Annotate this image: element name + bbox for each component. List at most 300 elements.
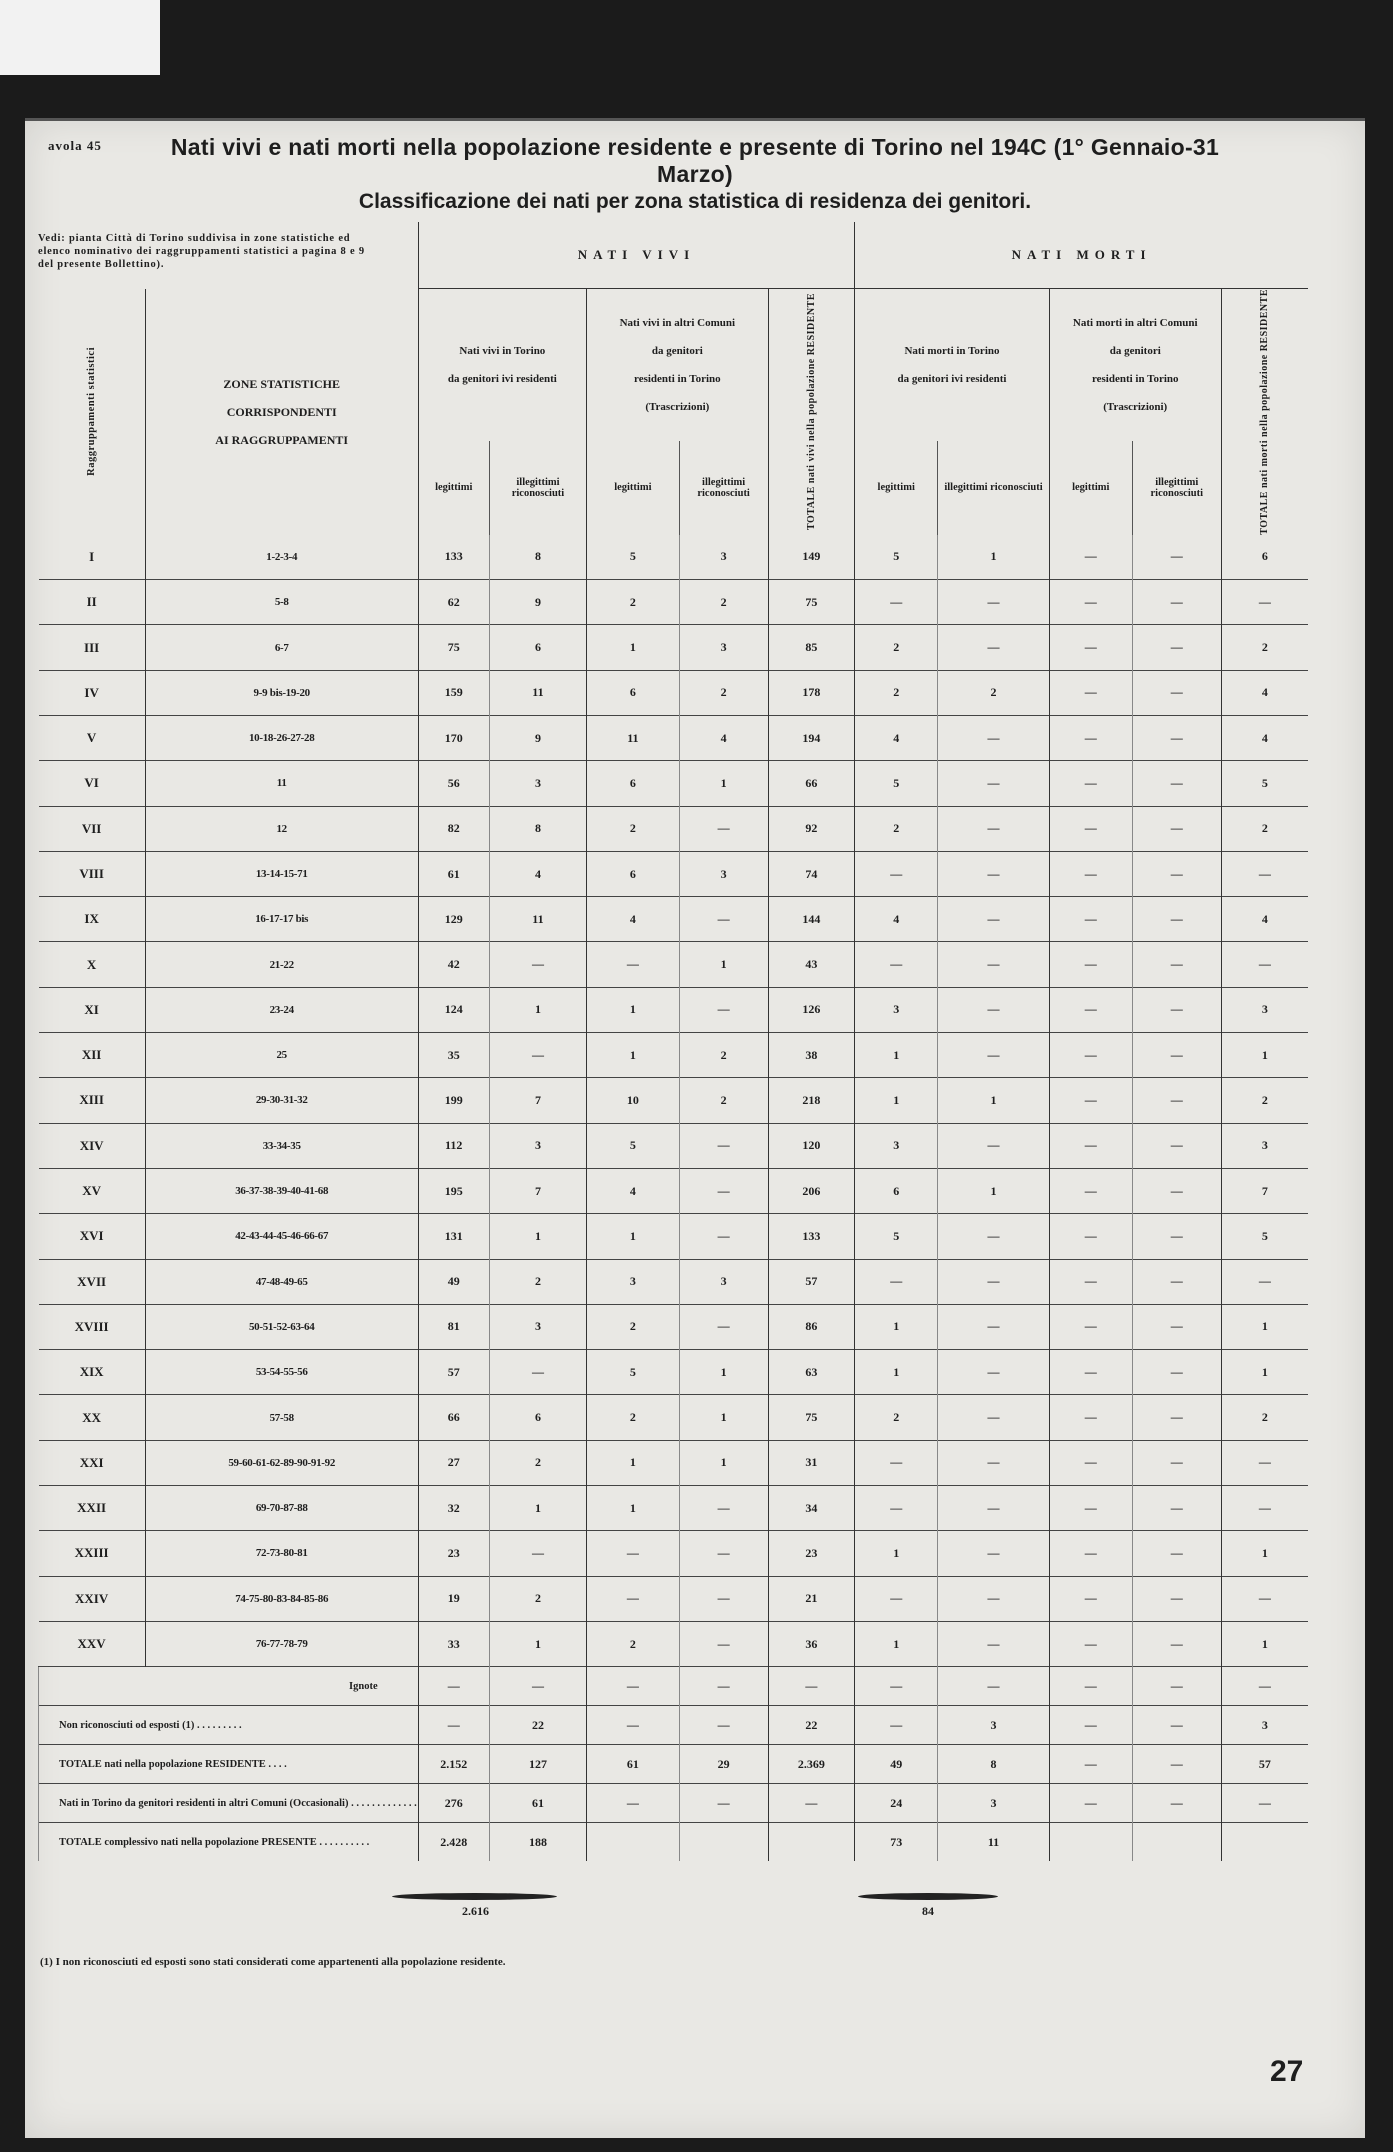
value-cell: 2	[1221, 806, 1308, 851]
footer-value: 11	[938, 1823, 1050, 1862]
value-cell: 133	[768, 1214, 855, 1259]
value-cell: 1	[1221, 1621, 1308, 1666]
value-cell: 1	[855, 1078, 938, 1123]
value-cell: 1	[938, 1078, 1050, 1123]
value-cell: —	[1132, 1259, 1221, 1304]
value-cell: 2	[855, 625, 938, 670]
value-cell: —	[679, 1486, 768, 1531]
value-cell: 7	[1221, 1168, 1308, 1213]
value-cell: 1	[679, 1350, 768, 1395]
value-cell: —	[1049, 715, 1132, 760]
value-cell: 86	[768, 1304, 855, 1349]
table-row	[39, 1078, 1309, 1123]
births-table	[38, 222, 1308, 1861]
footer-value: —	[489, 1667, 586, 1706]
value-cell: —	[1221, 851, 1308, 896]
value-cell: 1	[679, 1440, 768, 1485]
value-cell: 7	[489, 1168, 586, 1213]
value-cell: —	[679, 1531, 768, 1576]
table-row	[39, 1033, 1309, 1078]
value-cell: —	[1132, 1395, 1221, 1440]
value-cell: —	[1132, 1033, 1221, 1078]
value-cell: —	[1132, 535, 1221, 580]
value-cell: —	[855, 851, 938, 896]
zone-cell: 21-22	[145, 942, 418, 987]
value-cell: 3	[1221, 987, 1308, 1032]
table-row	[39, 580, 1309, 625]
value-cell: 1	[1221, 1350, 1308, 1395]
value-cell: 1	[489, 1621, 586, 1666]
value-cell: —	[1132, 670, 1221, 715]
value-cell: 8	[489, 806, 586, 851]
value-cell: —	[1049, 1531, 1132, 1576]
value-cell: —	[1132, 1531, 1221, 1576]
value-cell: 1	[855, 1621, 938, 1666]
value-cell: 82	[418, 806, 489, 851]
zone-cell: 16-17-17 bis	[145, 897, 418, 942]
value-cell: 3	[855, 987, 938, 1032]
zone-cell: 47-48-49-65	[145, 1259, 418, 1304]
value-cell: 3	[679, 535, 768, 580]
header-nv-altri-3: residenti in Torino	[634, 373, 721, 386]
header-illegittimi: illegittimi riconosciuti	[679, 441, 768, 535]
value-cell: —	[938, 1350, 1050, 1395]
value-cell: —	[938, 580, 1050, 625]
footer-value: —	[679, 1667, 768, 1706]
header-totale-vivi: TOTALE nati vivi nella popolazione RESIDENTE	[805, 293, 817, 531]
table-row	[39, 625, 1309, 670]
raggruppamento-cell: XVIII	[39, 1304, 146, 1349]
value-cell: —	[938, 1395, 1050, 1440]
value-cell: —	[1132, 1304, 1221, 1349]
raggruppamento-cell: XX	[39, 1395, 146, 1440]
value-cell: 6	[587, 670, 680, 715]
value-cell: 124	[418, 987, 489, 1032]
value-cell: —	[1049, 1078, 1132, 1123]
value-cell: 4	[679, 715, 768, 760]
value-cell: —	[1049, 1350, 1132, 1395]
value-cell: —	[938, 1304, 1050, 1349]
value-cell: 75	[768, 580, 855, 625]
value-cell: 34	[768, 1486, 855, 1531]
header-nm-altri-1: Nati morti in altri Comuni	[1072, 317, 1198, 330]
header-nv-altri-2: da genitori	[651, 345, 703, 358]
header-nm-altri-2: da genitori	[1109, 345, 1161, 358]
document-title	[170, 134, 1220, 214]
table-row	[39, 715, 1309, 760]
value-cell: 2	[489, 1440, 586, 1485]
footer-label: Non riconosciuti od esposti (1) . . . . . . . . .	[39, 1706, 419, 1745]
value-cell: 9	[489, 715, 586, 760]
header-totale-morti: TOTALE nati morti nella popolazione RESIDENTE	[1259, 289, 1271, 535]
raggruppamento-cell: XXII	[39, 1486, 146, 1531]
raggruppamento-cell: XV	[39, 1168, 146, 1213]
footer-value: 61	[587, 1745, 680, 1784]
zone-cell: 36-37-38-39-40-41-68	[145, 1168, 418, 1213]
value-cell: —	[1049, 580, 1132, 625]
value-cell: —	[855, 1440, 938, 1485]
value-cell: —	[938, 1214, 1050, 1259]
value-cell: 1	[489, 987, 586, 1032]
value-cell: —	[1221, 1259, 1308, 1304]
value-cell: 4	[1221, 897, 1308, 942]
value-cell: 5	[855, 535, 938, 580]
sum-morti: 84	[922, 1904, 934, 1918]
value-cell: —	[938, 1440, 1050, 1485]
footer-row	[39, 1745, 1309, 1784]
table-row	[39, 761, 1309, 806]
raggruppamento-cell: XIX	[39, 1350, 146, 1395]
table-row	[39, 1395, 1309, 1440]
value-cell: 11	[489, 670, 586, 715]
footer-value	[1049, 1823, 1132, 1862]
header-nm-torino-1: Nati morti in Torino	[904, 345, 1000, 358]
raggruppamento-cell: XVI	[39, 1214, 146, 1259]
value-cell: —	[1049, 897, 1132, 942]
value-cell: 2	[1221, 1395, 1308, 1440]
value-cell: 3	[679, 851, 768, 896]
table-row	[39, 1486, 1309, 1531]
value-cell: —	[1132, 580, 1221, 625]
value-cell: —	[587, 1576, 680, 1621]
header-zone-3: AI RAGGRUPPAMENTI	[215, 432, 349, 447]
value-cell: —	[1132, 897, 1221, 942]
table-body	[39, 535, 1309, 1861]
footer-row	[39, 1784, 1309, 1823]
value-cell: 31	[768, 1440, 855, 1485]
footer-value: 2.152	[418, 1745, 489, 1784]
footer-value: —	[938, 1667, 1050, 1706]
footer-value: —	[1132, 1667, 1221, 1706]
value-cell: —	[679, 1304, 768, 1349]
footer-value: —	[679, 1784, 768, 1823]
table-number: avola 45	[48, 138, 102, 153]
zone-cell: 29-30-31-32	[145, 1078, 418, 1123]
value-cell: —	[938, 761, 1050, 806]
value-cell: 2	[587, 806, 680, 851]
value-cell: 199	[418, 1078, 489, 1123]
value-cell: 206	[768, 1168, 855, 1213]
value-cell: 11	[587, 715, 680, 760]
value-cell: 1	[489, 1486, 586, 1531]
value-cell: 133	[418, 535, 489, 580]
value-cell: 4	[1221, 670, 1308, 715]
value-cell: —	[938, 806, 1050, 851]
value-cell: 1	[587, 625, 680, 670]
value-cell: —	[938, 1531, 1050, 1576]
value-cell: 57	[418, 1350, 489, 1395]
value-cell: 3	[679, 625, 768, 670]
footer-value: —	[679, 1706, 768, 1745]
title-line-1: Nati vivi e nati morti nella popolazione residente e presente di Torino nel 194C (1° Gennaio-31 Marzo)	[170, 134, 1220, 187]
value-cell: —	[1132, 1576, 1221, 1621]
value-cell: 149	[768, 535, 855, 580]
raggruppamento-cell: XVII	[39, 1259, 146, 1304]
zone-cell: 72-73-80-81	[145, 1531, 418, 1576]
table-row	[39, 1576, 1309, 1621]
value-cell: —	[587, 942, 680, 987]
value-cell: 1	[679, 761, 768, 806]
value-cell: 21	[768, 1576, 855, 1621]
value-cell: 4	[855, 897, 938, 942]
value-cell: 36	[768, 1621, 855, 1666]
zone-cell: 33-34-35	[145, 1123, 418, 1168]
zone-cell: 59-60-61-62-89-90-91-92	[145, 1440, 418, 1485]
zone-cell: 9-9 bis-19-20	[145, 670, 418, 715]
value-cell: 4	[1221, 715, 1308, 760]
value-cell: 81	[418, 1304, 489, 1349]
header-nv-torino-1: Nati vivi in Torino	[459, 345, 546, 358]
value-cell: 2	[587, 1621, 680, 1666]
value-cell: —	[938, 625, 1050, 670]
header-legittimi: legittimi	[587, 441, 680, 535]
value-cell: 1	[938, 535, 1050, 580]
value-cell: —	[1132, 1123, 1221, 1168]
value-cell: —	[489, 1033, 586, 1078]
value-cell: 2	[679, 1078, 768, 1123]
value-cell: —	[1132, 625, 1221, 670]
value-cell: —	[855, 1259, 938, 1304]
table-row	[39, 897, 1309, 942]
footer-value: —	[587, 1706, 680, 1745]
value-cell: 66	[768, 761, 855, 806]
footer-value: —	[768, 1667, 855, 1706]
value-cell: 131	[418, 1214, 489, 1259]
footer-label: TOTALE nati nella popolazione RESIDENTE . . . .	[39, 1745, 419, 1784]
value-cell: 5	[587, 1350, 680, 1395]
value-cell: 23	[418, 1531, 489, 1576]
value-cell: 1	[587, 1486, 680, 1531]
zone-cell: 11	[145, 761, 418, 806]
value-cell: —	[1049, 1304, 1132, 1349]
value-cell: 170	[418, 715, 489, 760]
footer-value: —	[587, 1667, 680, 1706]
value-cell: 10	[587, 1078, 680, 1123]
value-cell: —	[679, 1123, 768, 1168]
value-cell: —	[1132, 761, 1221, 806]
footer-value: 22	[768, 1706, 855, 1745]
zone-cell: 74-75-80-83-84-85-86	[145, 1576, 418, 1621]
raggruppamento-cell: III	[39, 625, 146, 670]
value-cell: —	[1221, 1486, 1308, 1531]
value-cell: —	[1132, 987, 1221, 1032]
footer-value: 276	[418, 1784, 489, 1823]
table-row	[39, 1214, 1309, 1259]
header-illegittimi: illegittimi riconosciuti	[938, 441, 1050, 535]
raggruppamento-cell: VII	[39, 806, 146, 851]
value-cell: 42	[418, 942, 489, 987]
value-cell: 1	[587, 1033, 680, 1078]
value-cell: 23	[768, 1531, 855, 1576]
footer-value	[679, 1823, 768, 1862]
value-cell: —	[1049, 1168, 1132, 1213]
header-illegittimi: illegittimi riconosciuti	[1132, 441, 1221, 535]
zone-cell: 1-2-3-4	[145, 535, 418, 580]
footer-value: —	[768, 1784, 855, 1823]
zone-cell: 13-14-15-71	[145, 851, 418, 896]
value-cell: 5	[855, 1214, 938, 1259]
value-cell: 178	[768, 670, 855, 715]
value-cell: —	[855, 942, 938, 987]
footer-value	[587, 1823, 680, 1862]
value-cell: —	[938, 1123, 1050, 1168]
value-cell: —	[1049, 1259, 1132, 1304]
value-cell: —	[1132, 1214, 1221, 1259]
value-cell: 1	[855, 1304, 938, 1349]
value-cell: 4	[587, 1168, 680, 1213]
value-cell: —	[938, 1259, 1050, 1304]
header-nm-altri-3: residenti in Torino	[1091, 373, 1179, 386]
value-cell: 2	[855, 806, 938, 851]
value-cell: —	[489, 1350, 586, 1395]
value-cell: —	[489, 1531, 586, 1576]
raggruppamento-cell: VIII	[39, 851, 146, 896]
value-cell: 2	[679, 670, 768, 715]
value-cell: 1	[587, 987, 680, 1032]
value-cell: —	[938, 897, 1050, 942]
value-cell: 66	[418, 1395, 489, 1440]
value-cell: 43	[768, 942, 855, 987]
page-top-rule	[25, 118, 1365, 121]
footnote: (1) I non riconosciuti ed esposti sono stati considerati come appartenenti alla popolazione residente.	[40, 1956, 506, 1968]
value-cell: 75	[768, 1395, 855, 1440]
value-cell: 3	[855, 1123, 938, 1168]
value-cell: 2	[855, 1395, 938, 1440]
page-number: 27	[1270, 2055, 1304, 2088]
footer-value: 73	[855, 1823, 938, 1862]
header-legittimi: legittimi	[855, 441, 938, 535]
value-cell: —	[938, 942, 1050, 987]
value-cell: 159	[418, 670, 489, 715]
value-cell: —	[938, 1486, 1050, 1531]
value-cell: —	[489, 942, 586, 987]
value-cell: —	[1132, 806, 1221, 851]
value-cell: —	[1049, 1621, 1132, 1666]
value-cell: —	[938, 1621, 1050, 1666]
value-cell: 56	[418, 761, 489, 806]
value-cell: 5	[587, 535, 680, 580]
value-cell: 49	[418, 1259, 489, 1304]
value-cell: —	[1049, 1214, 1132, 1259]
value-cell: 33	[418, 1621, 489, 1666]
footer-row	[39, 1667, 1309, 1706]
value-cell: 2	[679, 1033, 768, 1078]
value-cell: 61	[418, 851, 489, 896]
footer-value: 57	[1221, 1745, 1308, 1784]
value-cell: 6	[587, 761, 680, 806]
value-cell: 8	[489, 535, 586, 580]
value-cell: 6	[587, 851, 680, 896]
value-cell: —	[1049, 942, 1132, 987]
value-cell: 1	[855, 1033, 938, 1078]
value-cell: 6	[489, 1395, 586, 1440]
value-cell: 3	[587, 1259, 680, 1304]
table-row	[39, 535, 1309, 580]
value-cell: —	[1132, 1486, 1221, 1531]
table-row	[39, 1531, 1309, 1576]
footer-value: 2.369	[768, 1745, 855, 1784]
zone-cell: 42-43-44-45-46-66-67	[145, 1214, 418, 1259]
zone-cell: 12	[145, 806, 418, 851]
zone-cell: 25	[145, 1033, 418, 1078]
raggruppamento-cell: XIV	[39, 1123, 146, 1168]
value-cell: 63	[768, 1350, 855, 1395]
header-nati-vivi: NATI VIVI	[418, 222, 855, 289]
zone-cell: 69-70-87-88	[145, 1486, 418, 1531]
zone-cell: 23-24	[145, 987, 418, 1032]
value-cell: 2	[855, 670, 938, 715]
value-cell: —	[938, 851, 1050, 896]
value-cell: 3	[489, 1123, 586, 1168]
value-cell: 11	[489, 897, 586, 942]
value-cell: —	[938, 715, 1050, 760]
value-cell: 4	[587, 897, 680, 942]
table-row	[39, 670, 1309, 715]
footer-value: 49	[855, 1745, 938, 1784]
value-cell: 92	[768, 806, 855, 851]
value-cell: 3	[1221, 1123, 1308, 1168]
value-cell: 126	[768, 987, 855, 1032]
header-legittimi: legittimi	[1049, 441, 1132, 535]
table-row	[39, 851, 1309, 896]
raggruppamento-cell: V	[39, 715, 146, 760]
sum-brace-vivi	[392, 1893, 557, 1900]
footer-value: —	[855, 1667, 938, 1706]
footer-label: Ignote	[39, 1667, 419, 1706]
value-cell: —	[938, 987, 1050, 1032]
footer-value: 29	[679, 1745, 768, 1784]
value-cell: 1	[679, 942, 768, 987]
value-cell: —	[1049, 625, 1132, 670]
header-zone-2: CORRISPONDENTI	[226, 404, 337, 419]
value-cell: 3	[679, 1259, 768, 1304]
value-cell: —	[1049, 1033, 1132, 1078]
footer-row	[39, 1706, 1309, 1745]
value-cell: —	[1132, 1168, 1221, 1213]
raggruppamento-cell: I	[89, 548, 95, 564]
value-cell: —	[1049, 761, 1132, 806]
footer-value: 8	[938, 1745, 1050, 1784]
sum-vivi: 2.616	[462, 1904, 489, 1918]
table-row	[39, 806, 1309, 851]
value-cell: —	[679, 806, 768, 851]
value-cell: 3	[489, 761, 586, 806]
raggruppamento-cell: XII	[39, 1033, 146, 1078]
value-cell: 2	[587, 1304, 680, 1349]
footer-value: 3	[938, 1706, 1050, 1745]
value-cell: —	[679, 1214, 768, 1259]
footer-row	[39, 1823, 1309, 1862]
value-cell: 74	[768, 851, 855, 896]
header-nv-altri-1: Nati vivi in altri Comuni	[619, 317, 736, 330]
header-nm-torino-2: da genitori ivi residenti	[897, 373, 1007, 386]
table-row	[39, 1350, 1309, 1395]
value-cell: 6	[489, 625, 586, 670]
value-cell: 1	[587, 1214, 680, 1259]
value-cell: —	[1049, 806, 1132, 851]
value-cell: —	[1049, 535, 1132, 580]
footer-value: —	[1049, 1706, 1132, 1745]
value-cell: —	[1221, 1576, 1308, 1621]
raggruppamento-cell: X	[39, 942, 146, 987]
footer-value	[1132, 1823, 1221, 1862]
value-cell: 2	[938, 670, 1050, 715]
value-cell: 2	[489, 1576, 586, 1621]
footer-value: 2.428	[418, 1823, 489, 1862]
table-row	[39, 1440, 1309, 1485]
footer-value: 61	[489, 1784, 586, 1823]
value-cell: 2	[1221, 1078, 1308, 1123]
